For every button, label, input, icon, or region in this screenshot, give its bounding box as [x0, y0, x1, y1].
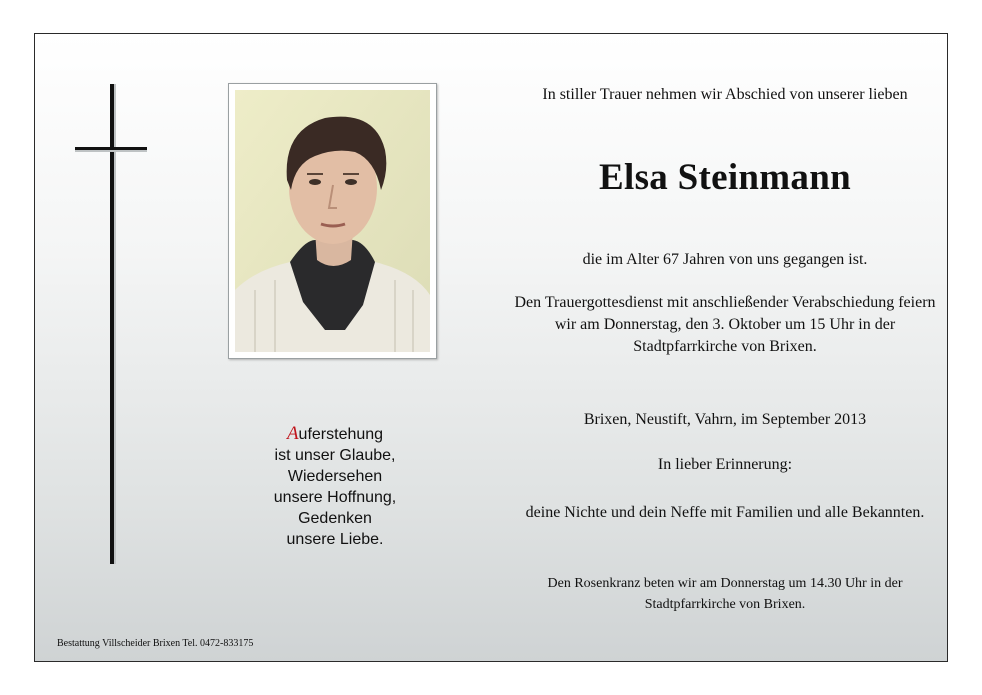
age-text: die im Alter 67 Jahren von uns gegangen ist. — [582, 251, 868, 268]
funeral-home-footer: Bestattung Villscheider Brixen Tel. 0472-833175 — [57, 638, 254, 649]
verse — [215, 423, 455, 550]
remembrance-heading: In lieber Erinnerung: — [657, 456, 793, 473]
obituary-card — [34, 33, 948, 662]
cross-icon-beam — [75, 147, 147, 150]
verse-line-2: ist unser Glaube, — [274, 447, 396, 464]
service-text: Den Trauergottesdienst mit anschließender Verabschiedung feiern wir am Donnerstag, den 3. Oktober um 15 Uhr in der Stadtpfarrkirche von Brixen. — [514, 294, 936, 355]
rosary-text: Den Rosenkranz beten wir am Donnerstag um 14.30 Uhr in der Stadtpfarrkirche von Brixen. — [547, 576, 903, 612]
deceased-name: Elsa Steinmann — [599, 157, 851, 198]
verse-line-1 — [215, 423, 455, 445]
place-date: Brixen, Neustift, Vahrn, im September 2013 — [583, 411, 867, 428]
verse-line-4: unsere Hoffnung, — [273, 489, 397, 506]
verse-line-5: Gedenken — [298, 510, 372, 527]
verse-line-1-rest: uferstehung — [298, 426, 384, 443]
intro-text: In stiller Trauer nehmen wir Abschied von unserer lieben — [542, 86, 908, 103]
verse-line-3: Wiedersehen — [287, 468, 383, 485]
verse-initial: A — [286, 423, 299, 444]
portrait-photo — [228, 83, 437, 359]
cross-icon — [110, 84, 114, 564]
mourners-text: deine Nichte und dein Neffe mit Familien und alle Bekannten. — [525, 504, 925, 521]
verse-line-6: unsere Liebe. — [286, 531, 384, 548]
